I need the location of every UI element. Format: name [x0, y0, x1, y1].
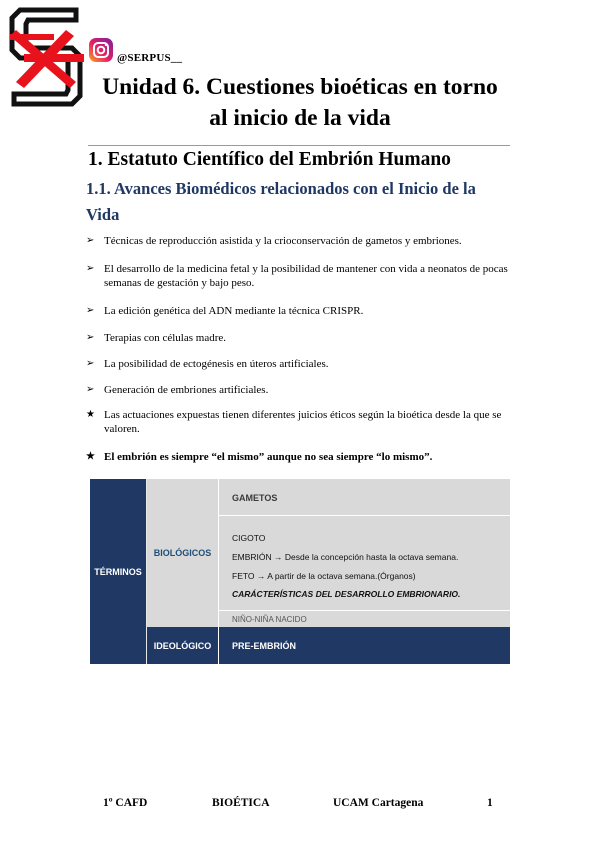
author-handle: @SERPUS__: [117, 52, 183, 64]
arrow-bullet-icon: ➢: [86, 305, 95, 316]
list-item-text: La edición genética del ADN mediante la técnica CRISPR.: [104, 305, 364, 317]
arrow-bullet-icon: ➢: [86, 235, 95, 246]
list-item-text: Técnicas de reproducción asistida y la crioconservación de gametos y embriones.: [104, 235, 462, 247]
list-item-text: Las actuaciones expuestas tienen diferentes juicios éticos según la bioética desde la que se valoren.: [104, 409, 502, 435]
list-item: [86, 408, 511, 436]
caracteristicas-label: CARÁCTERÍSTICAS DEL DESARROLLO EMBRIONARIO.: [232, 589, 461, 599]
terms-table: [90, 479, 510, 664]
cigoto-label: CIGOTO: [232, 533, 266, 543]
ideologico-cell: IDEOLÓGICO: [147, 627, 219, 664]
footer-university: UCAM Cartagena: [333, 797, 424, 809]
list-item: [86, 331, 226, 345]
subsection-heading: 1.1. Avances Biomédicos relacionados con el Inicio de la Vida: [86, 179, 476, 224]
terminos-cell: TÉRMINOS: [90, 479, 147, 664]
list-item: [86, 357, 329, 371]
nino-row: [219, 611, 510, 627]
list-item-text: La posibilidad de ectogénesis en úteros artificiales.: [104, 358, 329, 370]
gametos-row: [219, 479, 510, 516]
footer-course: 1º CAFD: [103, 797, 148, 809]
preembrion-cell: PRE-EMBRIÓN: [219, 627, 510, 664]
list-item: [86, 450, 432, 464]
list-item-text: Generación de embriones artificiales.: [104, 384, 269, 396]
arrow-bullet-icon: ➢: [86, 358, 95, 369]
page-footer: [0, 797, 600, 813]
list-item: [86, 234, 462, 248]
biologicos-detail-cell: [219, 479, 510, 627]
star-bullet-icon: ★: [86, 409, 95, 420]
footer-subject: BIOÉTICA: [212, 797, 270, 809]
list-item: [86, 383, 268, 397]
serpus-logo: [6, 4, 86, 108]
list-item-text: Terapias con células madre.: [104, 332, 227, 344]
section-heading: 1. Estatuto Científico del Embrión Humano: [88, 149, 451, 170]
instagram-icon: [88, 37, 114, 63]
list-item: [86, 304, 363, 318]
development-row: [219, 516, 510, 611]
nino-label: NIÑO-NIÑA NACIDO: [232, 615, 307, 624]
page-title: Unidad 6. Cuestiones bioéticas en torno al inicio de la vida: [102, 74, 498, 131]
title-divider: [88, 145, 510, 146]
feto-label: FETO → A partir de la octava semana.(Órganos): [232, 571, 416, 581]
list-item-text: El embrión es siempre “el mismo” aunque no sea siempre “lo mismo”.: [104, 451, 433, 463]
gametos-label: GAMETOS: [232, 493, 278, 503]
list-item-text: El desarrollo de la medicina fetal y la posibilidad de mantener con vida a neonatos de pocas semanas de gestación y bajo peso.: [104, 263, 508, 289]
arrow-bullet-icon: ➢: [86, 384, 95, 395]
page-number: 1: [487, 797, 493, 809]
arrow-bullet-icon: ➢: [86, 263, 95, 274]
arrow-bullet-icon: ➢: [86, 332, 95, 343]
biologicos-cell: BIOLÓGICOS: [147, 479, 219, 627]
embrion-label: EMBRIÓN → Desde la concepción hasta la octava semana.: [232, 552, 459, 562]
list-item: [86, 262, 511, 290]
star-bullet-icon: ★: [86, 451, 95, 462]
